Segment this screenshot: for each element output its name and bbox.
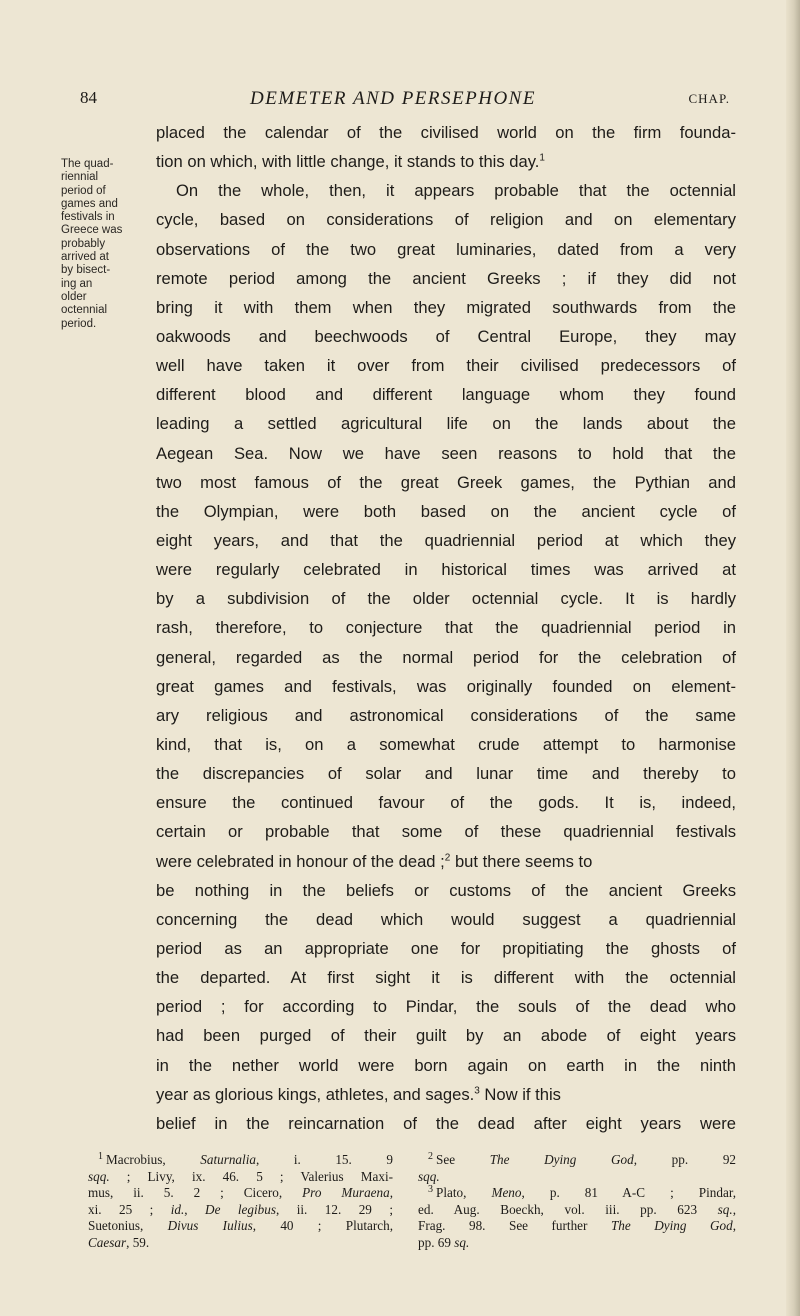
running-title: DEMETER AND PERSEPHONE bbox=[250, 88, 536, 109]
body-line: two most famous of the great Greek games, the Pythian and bbox=[156, 472, 736, 492]
body-line: be nothing in the beliefs or customs of the ancient Greeks bbox=[156, 880, 736, 900]
body-line: general, regarded as the normal period for the celebration of bbox=[156, 647, 736, 667]
body-line: the discrepancies of solar and lunar time and thereby to bbox=[156, 764, 736, 784]
margin-sidenote bbox=[61, 158, 133, 331]
sidenote-line: older bbox=[61, 290, 87, 303]
footnote-2: $^2$ See The Dying God, pp. 92 bbox=[428, 1150, 737, 1167]
chapter-mark: CHAP. bbox=[688, 91, 730, 106]
body-line: great games and festivals, was originally founded on element- bbox=[156, 676, 736, 696]
body-line: certain or probable that some of these quadriennial festivals bbox=[156, 822, 736, 842]
footnote-1: $^1$ Macrobius, Saturnalia, i. 15. 9 bbox=[98, 1150, 393, 1167]
sidenote-line: period. bbox=[61, 317, 97, 330]
sidenote-line: period of bbox=[61, 184, 106, 197]
body-line: rash, therefore, to conjecture that the quadriennial period in bbox=[156, 618, 736, 638]
footnote-2-line: sqq. bbox=[418, 1168, 440, 1184]
footnote-column-left bbox=[88, 1152, 393, 1252]
body-line: ary religious and astronomical considerations of the same bbox=[156, 705, 736, 725]
sidenote-line: ing an bbox=[61, 277, 93, 290]
body-line: period ; for according to Pindar, the souls of the dead who bbox=[156, 997, 736, 1017]
sidenote-line: Greece was bbox=[61, 224, 123, 237]
body-line: were regularly celebrated in historical times was arrived at bbox=[156, 560, 736, 580]
footnote-3-line: pp. 69 sq. bbox=[418, 1234, 470, 1250]
footnote-3: $^3$ Plato, Meno, p. 81 A-C ; Pindar, bbox=[428, 1183, 736, 1201]
body-line: oakwoods and beechwoods of Central Europe, they may bbox=[156, 326, 736, 346]
footnote-1-line: sqq. ; Livy, ix. 46. 5 ; Valerius Maxi- bbox=[88, 1168, 393, 1184]
page-edge-shadow bbox=[786, 0, 800, 1316]
body-line: were celebrated in honour of the dead ;$^2$ but there seems to bbox=[156, 851, 593, 871]
body-line: by a subdivision of the older octennial cycle. It is hardly bbox=[156, 589, 736, 609]
footnote-1-line: Caesar, 59. bbox=[88, 1234, 150, 1250]
footnote-1-line: mus, ii. 5. 2 ; Cicero, Pro Muraena, bbox=[88, 1185, 393, 1201]
footnote-column-right bbox=[418, 1152, 736, 1252]
sidenote-line: festivals in bbox=[61, 211, 115, 224]
body-line: kind, that is, on a somewhat crude attempt to harmonise bbox=[156, 734, 736, 754]
page-number: 84 bbox=[80, 88, 97, 107]
sidenote-line: arrived at bbox=[61, 251, 109, 264]
body-line: well have taken it over from their civilised predecessors of bbox=[156, 356, 736, 376]
sidenote-line: games and bbox=[61, 197, 118, 210]
body-line: different blood and different language whom they found bbox=[156, 385, 736, 405]
footnote-1-line: Suetonius, Divus Iulius, 40 ; Plutarch, bbox=[88, 1218, 393, 1234]
sidenote-line: probably bbox=[61, 237, 106, 250]
body-line: had been purged of their guilt by an abode of eight years bbox=[156, 1026, 736, 1046]
body-line: the departed. At first sight it is different with the octennial bbox=[156, 968, 736, 988]
body-line: ensure the continued favour of the gods. It is, indeed, bbox=[156, 793, 736, 813]
footnote-3-line: ed. Aug. Boeckh, vol. iii. pp. 623 sq., bbox=[418, 1201, 736, 1217]
body-line: observations of the two great luminaries, dated from a very bbox=[156, 239, 736, 259]
body-line: period as an appropriate one for propitiating the ghosts of bbox=[156, 938, 736, 958]
sidenote-line: by bisect- bbox=[61, 264, 111, 277]
body-text bbox=[156, 118, 736, 1138]
body-line: tion on which, with little change, it stands to this day.$^1$ bbox=[156, 152, 545, 172]
body-line: in the nether world were born again on earth in the ninth bbox=[156, 1055, 736, 1075]
body-line: year as glorious kings, athletes, and sages.$^3$ Now if this bbox=[156, 1084, 561, 1104]
body-line: concerning the dead which would suggest a quadriennial bbox=[156, 909, 736, 929]
body-line: belief in the reincarnation of the dead after eight years were bbox=[156, 1113, 736, 1133]
sidenote-line: The quad- bbox=[61, 158, 114, 170]
footnote-ref-1[interactable]: 1 bbox=[539, 152, 545, 164]
page-header bbox=[80, 88, 730, 114]
sidenote-line: riennial bbox=[61, 171, 99, 184]
footnote-ref-2[interactable]: 2 bbox=[444, 851, 451, 863]
body-line: placed the calendar of the civilised world on the firm founda- bbox=[156, 123, 736, 142]
body-line: On the whole, then, it appears probable that the octennial bbox=[176, 181, 736, 201]
body-line: cycle, based on considerations of religion and on elementary bbox=[156, 210, 736, 230]
body-line: the Olympian, were both based on the ancient cycle of bbox=[156, 501, 736, 521]
footnote-3-line: Frag. 98. See further The Dying God, bbox=[418, 1218, 736, 1234]
sidenote-line: octennial bbox=[61, 304, 108, 317]
footnote-1-line: xi. 25 ; id., De legibus, ii. 12. 29 ; bbox=[88, 1201, 393, 1217]
footnote-ref-3[interactable]: 3 bbox=[474, 1085, 480, 1097]
body-line: eight years, and that the quadriennial period at which they bbox=[156, 530, 736, 550]
body-line: Aegean Sea. Now we have seen reasons to hold that the bbox=[156, 443, 736, 463]
body-line: bring it with them when they migrated southwards from the bbox=[156, 297, 736, 317]
body-line: leading a settled agricultural life on the lands about the bbox=[156, 414, 736, 434]
body-line: remote period among the ancient Greeks ; if they did not bbox=[156, 268, 736, 288]
